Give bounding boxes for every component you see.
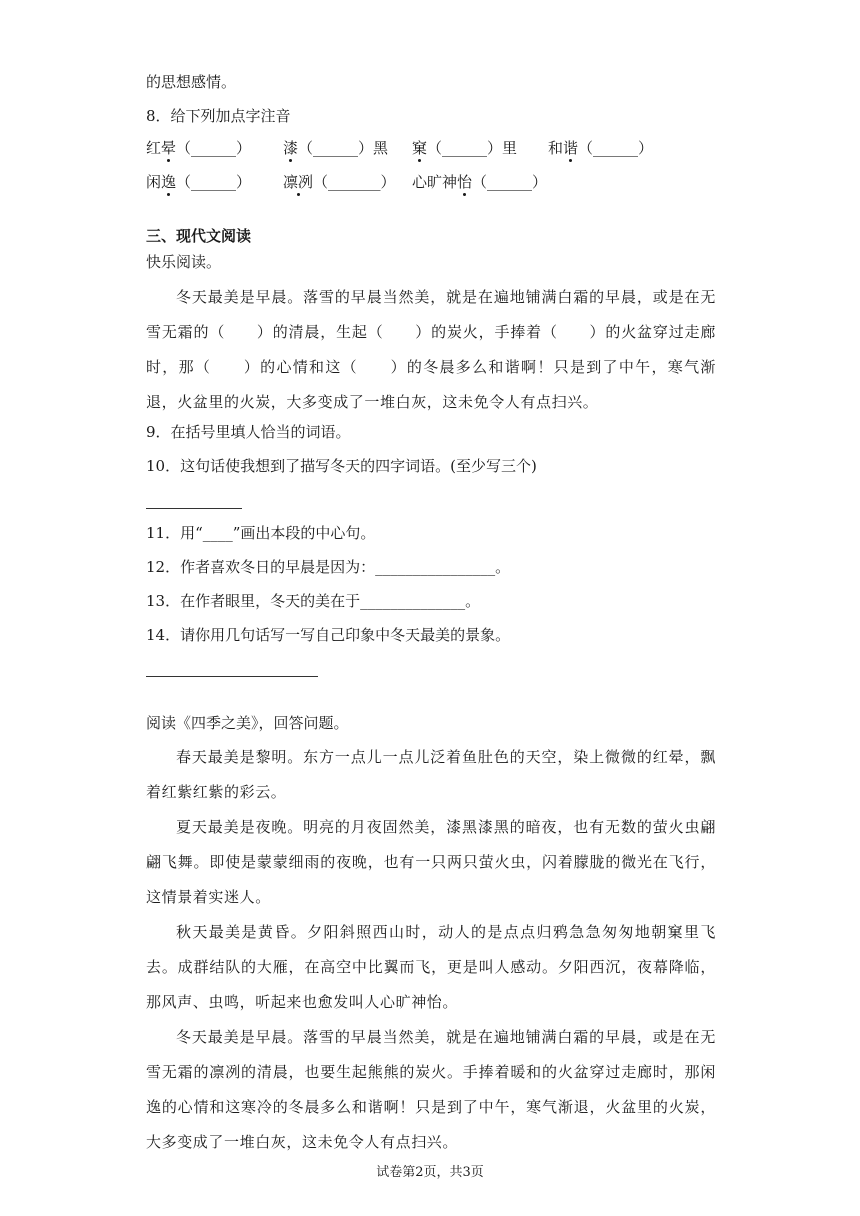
- page-footer: 试卷第2页，共3页: [376, 1165, 484, 1180]
- question-9: 9．在括号里填人恰当的词语。: [146, 423, 351, 441]
- pinyin-item: 闲逸（______）: [146, 173, 252, 191]
- passage-paragraph: 秋天最美是黄昏。夕阳斜照西山时，动人的是点点归鸦急急匆匆地朝窠里飞去。成群结队的大雁，在高空中比翼而飞，更是叫人感动。夕阳西沉，夜幕降临，那风声、虫鸣，听起来也愈发叫人心旷神怡。: [146, 923, 716, 1011]
- continued-text: 的思想感情。: [146, 73, 237, 91]
- dotted-char: 怡: [457, 173, 473, 191]
- dotted-char: 晕: [161, 139, 177, 157]
- passage-paragraph: 冬天最美是早晨。落雪的早晨当然美，就是在遍地铺满白霜的早晨，或是在无雪无霜的（ ）的清晨，生起（ ）的炭火，手捧着（ ）的火盆穿过走廊时，那（ ）的心情和这（ ）的冬晨多么和谐啊！只是到了中午，寒气渐退，火盆里的火炭，大多变成了一堆白灰，这未免令人有点扫兴。: [146, 288, 716, 411]
- dotted-char: 谐: [563, 139, 579, 157]
- question-14: 14．请你用几句话写一写自己印象中冬天最美的景象。: [146, 626, 511, 644]
- dotted-char: 窠: [412, 139, 428, 157]
- question-8: 8．给下列加点字注音: [146, 107, 291, 125]
- question-13: 13．在作者眼里，冬天的美在于______________。: [146, 592, 481, 610]
- question-12: 12．作者喜欢冬日的早晨是因为：________________。: [146, 558, 511, 576]
- dotted-char: 逸: [161, 173, 177, 191]
- pinyin-item: 红晕（______）: [146, 139, 252, 157]
- passage-paragraph: 春天最美是黎明。东方一点儿一点儿泛着鱼肚色的天空，染上微微的红晕，飘着红紫红紫的彩云。: [146, 748, 716, 801]
- question-10: 10．这句话使我想到了描写冬天的四字词语。(至少写三个): [146, 457, 537, 475]
- answer-line[interactable]: [146, 508, 242, 509]
- reading-intro: 阅读《四季之美》，回答问题。: [146, 714, 349, 732]
- pinyin-item: 心旷神怡（______）: [412, 173, 548, 191]
- answer-line[interactable]: [146, 676, 318, 677]
- pinyin-item: 凛冽（_______）: [283, 173, 396, 191]
- pinyin-item: 漆（______）黑: [283, 139, 389, 157]
- pinyin-item: 和谐（______）: [548, 139, 654, 157]
- section-heading: 三、现代文阅读: [146, 227, 252, 245]
- pinyin-item: 窠（______）里: [412, 139, 518, 157]
- passage-paragraph: 冬天最美是早晨。落雪的早晨当然美，就是在遍地铺满白霜的早晨，或是在无雪无霜的凛冽的清晨，也要生起熊熊的炭火。手捧着暖和的火盆穿过走廊时，那闲逸的心情和这寒冷的冬晨多么和谐啊！只是到了中午，寒气渐退，火盆里的火炭，大多变成了一堆白灰，这未免令人有点扫兴。: [146, 1028, 716, 1151]
- passage-paragraph: 夏天最美是夜晚。明亮的月夜固然美，漆黑漆黑的暗夜，也有无数的萤火虫翩翩飞舞。即使是蒙蒙细雨的夜晚，也有一只两只萤火虫，闪着朦胧的微光在飞行，这情景着实迷人。: [146, 818, 716, 906]
- reading-intro: 快乐阅读。: [146, 253, 222, 271]
- question-11: 11．用“____”画出本段的中心句。: [146, 524, 376, 542]
- dotted-char: 凛冽: [283, 173, 314, 191]
- dotted-char: 漆: [283, 139, 299, 157]
